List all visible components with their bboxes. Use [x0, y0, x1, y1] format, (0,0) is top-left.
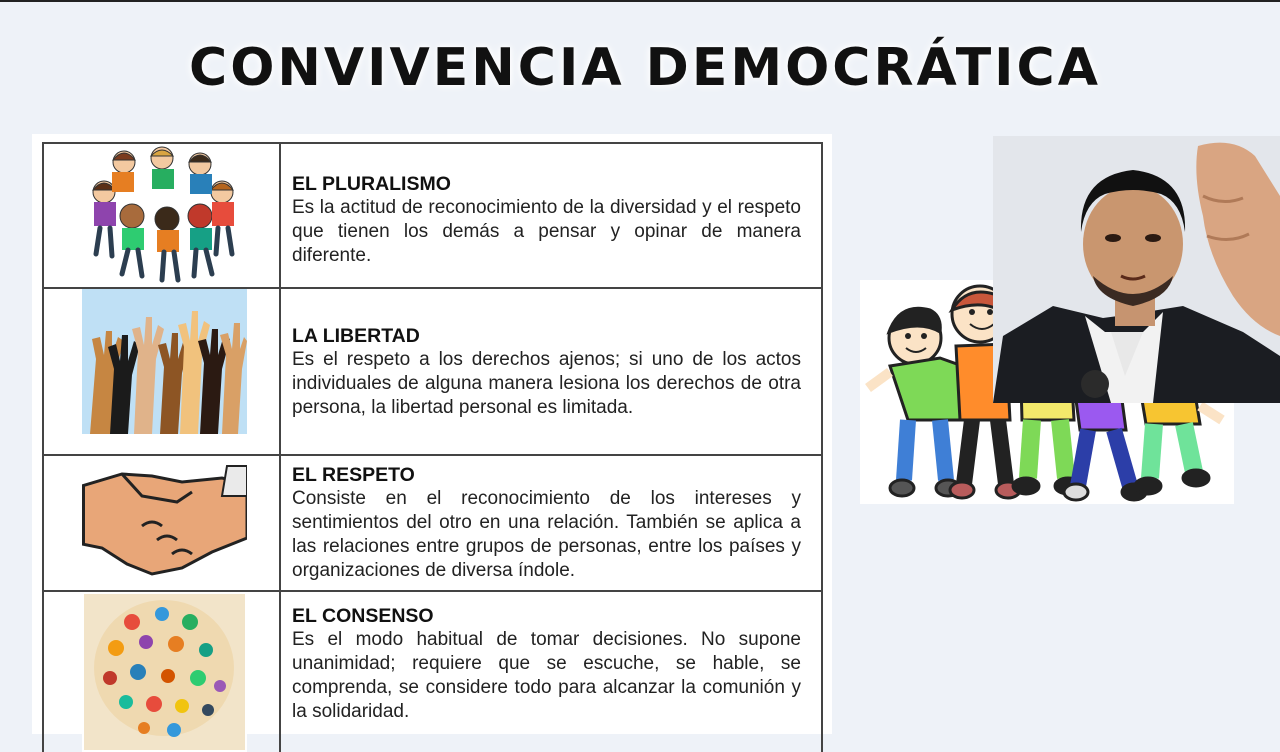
row-text — [281, 456, 821, 590]
table-row — [44, 592, 821, 752]
row-description: Consiste en el reconocimiento de los intereses y sentimientos del otro en una relación. También se aplica a las relaciones entre grupos de personas, entre los países y organizaciones de diversa índole. — [292, 488, 801, 581]
row-description: Es la actitud de reconocimiento de la diversidad y el respeto que tienen los demás a pensar y opinar de manera diferente. — [292, 196, 801, 266]
image-cell — [44, 592, 281, 752]
row-heading: EL RESPETO — [292, 464, 415, 486]
image-cell — [44, 144, 281, 287]
table-row — [44, 144, 821, 289]
row-text — [281, 592, 821, 752]
row-description: Es el respeto a los derechos ajenos; si uno de los actos individuales de alguna manera lesiona los derechos de otra persona, la libertad personal es limitada. — [292, 348, 801, 418]
presenter-webcam — [993, 136, 1280, 403]
image-cell — [44, 456, 281, 590]
row-description: Es el modo habitual de tomar decisiones. No supone unanimidad; requiere que se escuche, se hable, se comprenda, se considere todo para alcanzar la comunión y la solidaridad. — [292, 629, 801, 722]
values-table — [42, 142, 823, 752]
table-row — [44, 456, 821, 592]
row-heading: EL CONSENSO — [292, 605, 434, 627]
table-row — [44, 289, 821, 456]
image-cell — [44, 289, 281, 454]
children-circle-icon — [82, 144, 247, 287]
colorful-handprints-icon — [82, 592, 247, 752]
page-title: CONVIVENCIA DEMOCRÁTICA — [189, 38, 1101, 98]
document-page — [32, 134, 832, 734]
row-text — [281, 289, 821, 454]
raised-hands-icon — [82, 289, 247, 434]
row-text — [281, 144, 821, 287]
row-heading: EL PLURALISMO — [292, 172, 451, 195]
top-border — [0, 0, 1280, 2]
row-heading: LA LIBERTAD — [292, 324, 420, 347]
handshake-icon — [82, 456, 247, 590]
